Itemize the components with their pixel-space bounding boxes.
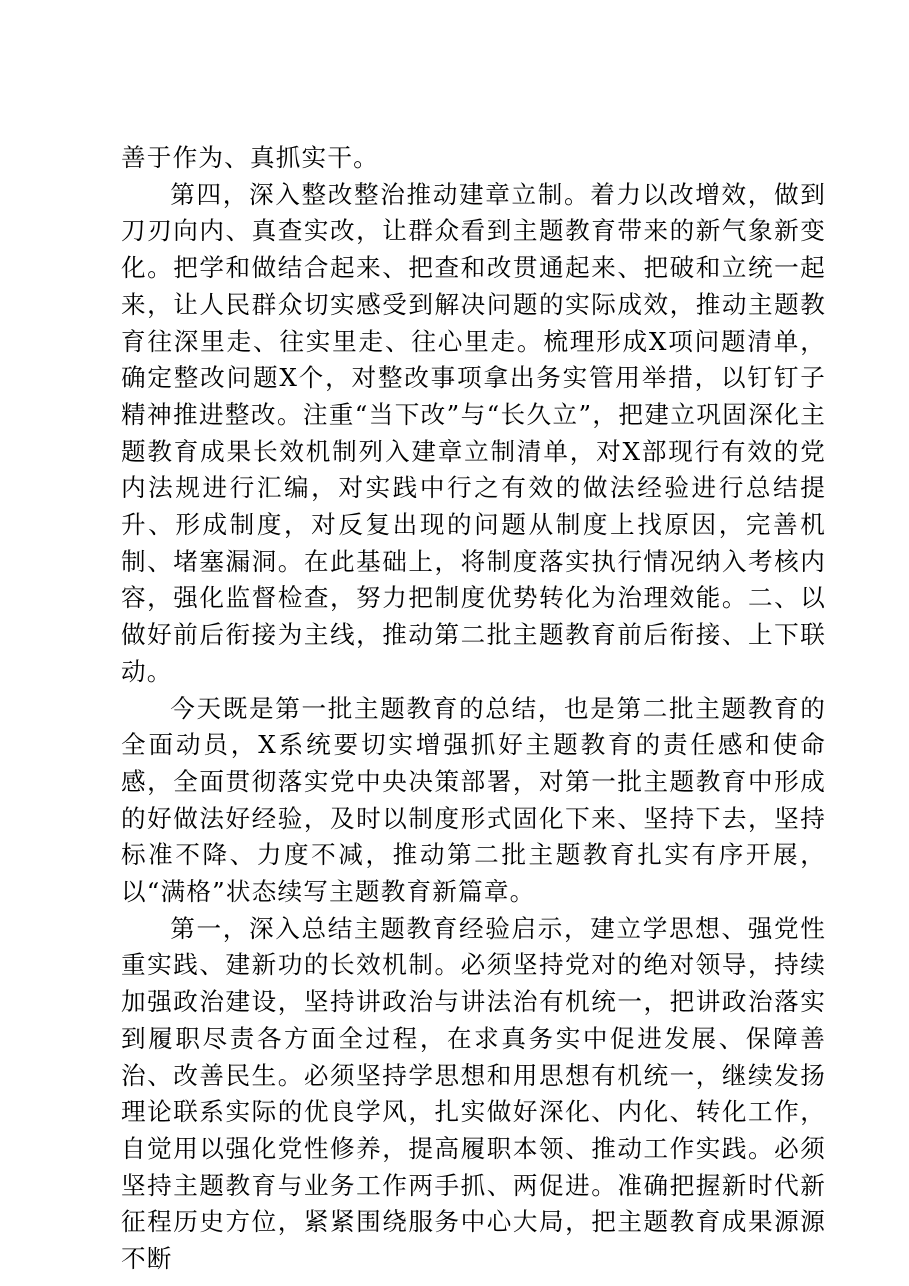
paragraph-2: 第四，深入整改整治推动建章立制。着力以改增效，做到刀刃向内、真查实改，让群众看到主题教育带来的新气象新变化。把学和做结合起来、把查和改贯通起来、把破和立统一起来，让人民群众切实感受到解决问题的实际成效，推动主题教育往深里走、往实里走、往心里走。梳理形成X项问题清单，确定整改问题X个，对整改事项拿出务实管用举措，以钉钉子精神推进整改。注重“当下改”与“长久立”，把建立巩固深化主题教育成果长效机制列入建章立制清单，对X部现行有效的党内法规进行汇编，对实践中行之有效的做法经验进行总结提升、形成制度，对反复出现的问题从制度上找原因，完善机制、堵塞漏洞。在此基础上，将制度落实执行情况纳入考核内容，强化监督检查，努力把制度优势转化为治理效能。二、以做好前后衔接为主线，推动第二批主题教育前后衔接、上下联动。: [121, 179, 826, 686]
paragraph-1: 善于作为、真抓实干。: [121, 143, 379, 172]
document-body: [121, 140, 826, 1278]
paragraph-4: 第一，深入总结主题教育经验启示，建立学思想、强党性重实践、建新功的长效机制。必须坚持党对的绝对领导，持续加强政治建设，坚持讲政治与讲法治有机统一，把讲政治落实到履职尽责各方面全过程，在求真务实中促进发展、保障善治、改善民生。必须坚持学思想和用思想有机统一，继续发扬理论联系实际的优良学风，扎实做好深化、内化、转化工作，自觉用以强化党性修养，提高履职本领、推动工作实践。必须坚持主题教育与业务工作两手抓、两促进。准确把握新时代新征程历史方位，紧紧围绕服务中心大局，把主题教育成果源源不断: [121, 913, 826, 1274]
paragraph-3: 今天既是第一批主题教育的总结，也是第二批主题教育的全面动员，X系统要切实增强抓好主题教育的责任感和使命感，全面贯彻落实党中央决策部署，对第一批主题教育中形成的好做法好经验，及时以制度形式固化下来、坚持下去，坚持标准不降、力度不减，推动第二批主题教育扎实有序开展，以“满格”状态续写主题教育新篇章。: [121, 693, 826, 907]
